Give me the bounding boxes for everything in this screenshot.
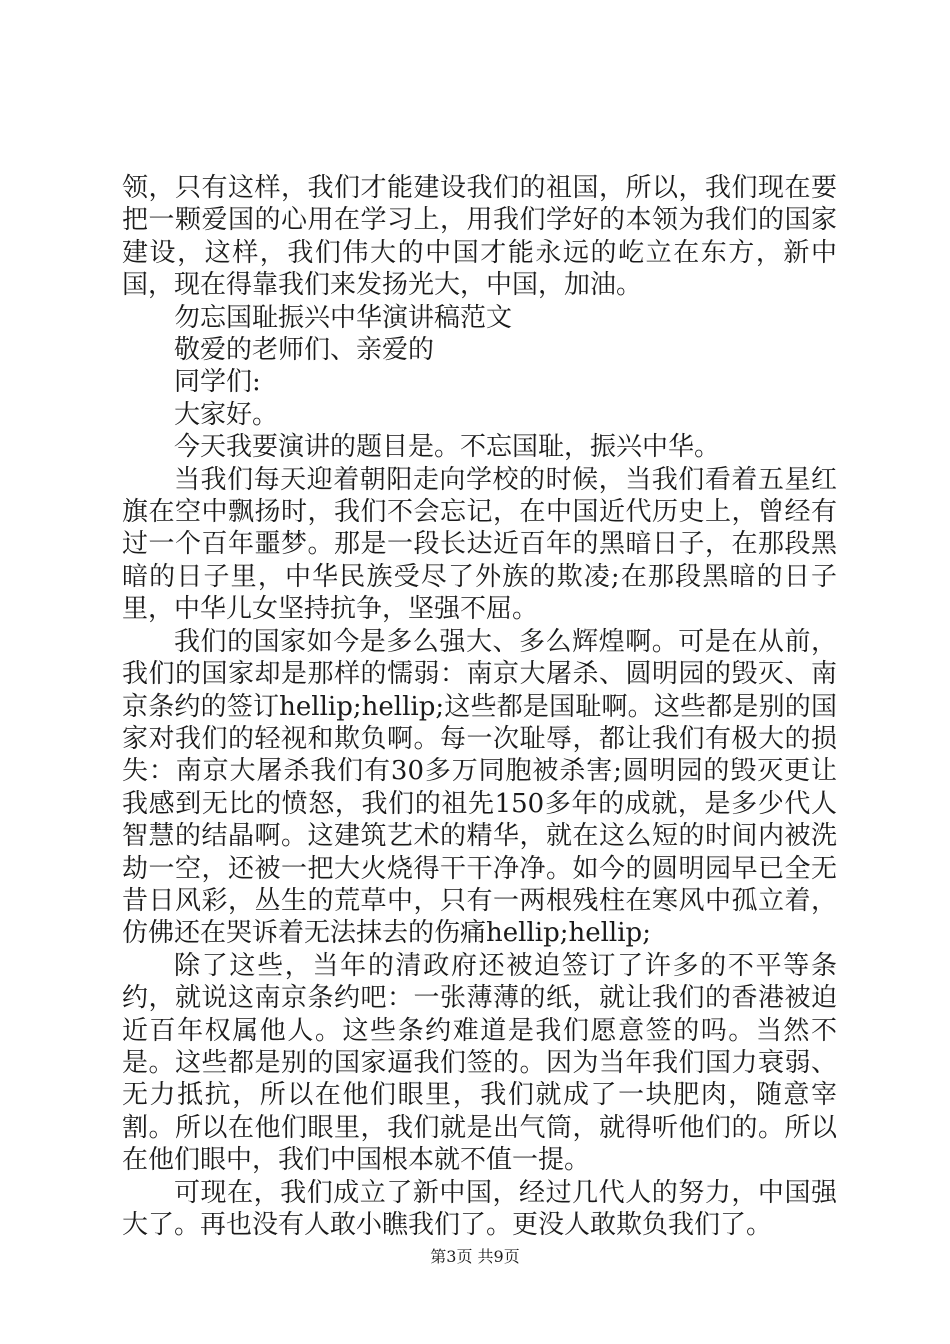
paragraph-salutation-students: 同学们: (174, 367, 261, 398)
paragraph-topic: 今天我要演讲的题目是。不忘国耻，振兴中华。 (174, 432, 721, 463)
paragraph-continuation: 领，只有这样，我们才能建设我们的祖国，所以，我们现在要把一颗爱国的心用在学习上，用我们学好的本领为我们的国家建设，这样，我们伟大的中国才能永远的屹立在东方，新中国，现在得靠我们来发扬光大，中国，加油。 (122, 173, 837, 301)
document-body (122, 172, 837, 1241)
paragraph-body-3: 除了这些，当年的清政府还被迫签订了许多的不平等条约，就说这南京条约吧：一张薄薄的纸，就让我们的香港被迫近百年权属他人。这些条约难道是我们愿意签的吗。当然不是。这些都是别的国家逼我们签的。因为当年我们国力衰弱、无力抵抗，所以在他们眼里，我们就成了一块肥肉，随意宰割。所以在他们眼里，我们就是出气筒，就得听他们的。所以在他们眼中，我们中国根本就不值一提。 (122, 950, 837, 1176)
paragraph-salutation-teachers: 敬爱的老师们、亲爱的 (174, 335, 435, 366)
paragraph-speech-title: 勿忘国耻振兴中华演讲稿范文 (174, 302, 513, 333)
page-number-footer: 第3页 共9页 (430, 1247, 520, 1266)
paragraph-body-1: 当我们每天迎着朝阳走向学校的时候，当我们看着五星红旗在空中飘扬时，我们不会忘记，在中国近代历史上，曾经有过一个百年噩梦。那是一段长达近百年的黑暗日子，在那段黑暗的日子里，中华民族受尽了外族的欺凌;在那段黑暗的日子里，中华儿女坚持抗争，坚强不屈。 (122, 464, 837, 625)
paragraph-body-2: 我们的国家如今是多么强大、多么辉煌啊。可是在从前，我们的国家却是那样的懦弱：南京大屠杀、圆明园的毁灭、南京条约的签订hellip;hellip;这些都是国耻啊。这些都是别的国家对我们的轻视和欺负啊。每一次耻辱，都让我们有极大的损失：南京大屠杀我们有30多万同胞被杀害;圆明园的毁灭更让我感到无比的愤怒，我们的祖先150多年的成就，是多少代人智慧的结晶啊。这建筑艺术的精华，就在这么短的时间内被洗劫一空，还被一把大火烧得干干净净。如今的圆明园早已全无昔日风彩，丛生的荒草中，只有一两根残柱在寒风中孤立着，仿佛还在哭诉着无法抹去的伤痛hellip;hellip; (122, 626, 837, 949)
paragraph-body-4: 可现在，我们成立了新中国，经过几代人的努力，中国强大了。再也没有人敢小瞧我们了。更没人敢欺负我们了。 (122, 1177, 837, 1240)
paragraph-greeting: 大家好。 (174, 399, 279, 430)
